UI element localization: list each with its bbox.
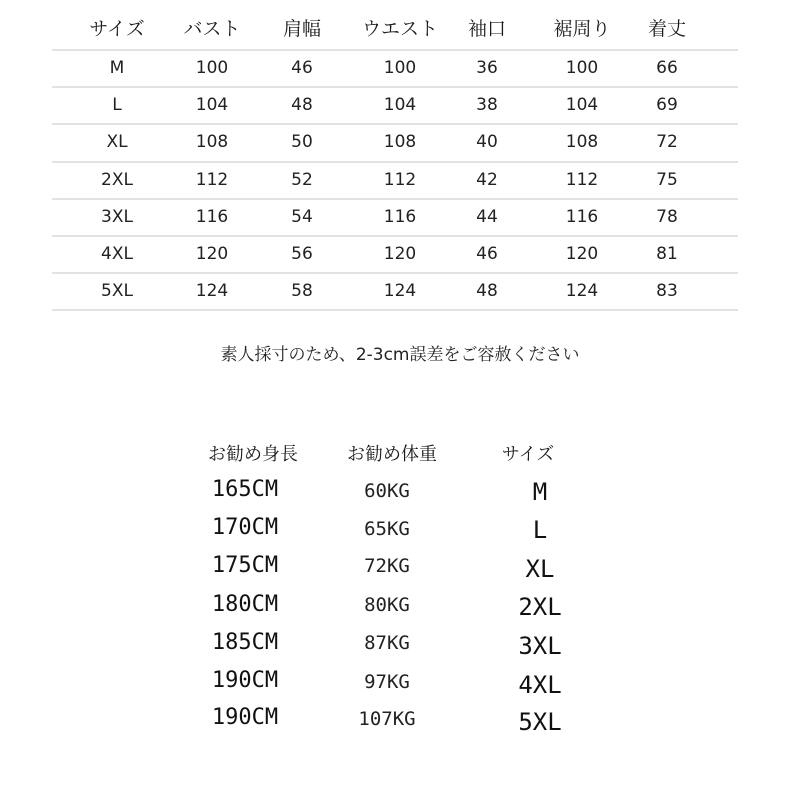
header-waist: ウエスト [361,18,439,40]
rec-size-value: 2XL [518,593,562,621]
table-cell: 58 [291,281,313,302]
size-cell: 2XL [101,169,133,190]
table-rule [52,309,738,311]
rec-size-value: M [532,478,548,506]
table-cell: 116 [195,206,229,227]
table-cell: 69 [656,95,678,116]
table-cell: 48 [291,95,313,116]
table-cell: 56 [291,244,313,264]
height-value: 180CM [211,592,279,617]
height-value: 190CM [211,668,279,693]
table-cell: 52 [291,169,313,190]
header-shoulder: 肩幅 [282,18,322,40]
weight-value: 80KG [364,594,410,616]
weight-value: 87KG [364,632,410,654]
height-value: 170CM [211,515,279,540]
weight-value: 72KG [364,555,410,577]
table-cell: 104 [195,95,229,116]
size-cell: XL [106,132,128,153]
table-cell: 72 [656,132,678,153]
table-cell: 108 [565,132,599,153]
rec-size-value: L [532,516,548,544]
table-cell: 112 [565,169,599,190]
table-cell: 83 [656,281,678,302]
table-cell: 100 [383,58,417,78]
table-cell: 124 [195,281,229,302]
table-cell: 38 [476,95,498,116]
table-cell: 46 [291,58,313,78]
table-cell: 78 [656,206,678,227]
table-cell: 42 [476,169,498,190]
table-cell: 116 [565,206,599,227]
header-cuff: 袖口 [467,18,507,40]
rec-size-value: 3XL [518,632,562,660]
size-cell: 5XL [101,281,133,302]
rec-size-value: XL [525,555,555,583]
table-rule [52,49,738,51]
header-recommended-height: お勧め身長 [208,444,298,465]
weight-value: 97KG [364,671,410,693]
table-cell: 44 [476,206,498,227]
size-cell: M [109,58,125,78]
table-cell: 112 [195,169,229,190]
table-cell: 112 [383,169,417,190]
table-cell: 120 [565,244,599,264]
table-rule [52,123,738,125]
table-cell: 100 [565,58,599,78]
table-cell: 120 [195,244,229,264]
table-cell: 124 [383,281,417,302]
table-cell: 116 [383,206,417,227]
table-cell: 40 [476,132,498,153]
table-cell: 75 [656,169,678,190]
header-bust: バスト [183,18,241,40]
rec-size-value: 4XL [518,671,562,699]
table-cell: 36 [476,58,498,78]
measurement-note: 素人採寸のため、2-3cm誤差をご容赦ください [220,345,580,365]
table-cell: 104 [383,95,417,116]
table-rule [52,198,738,200]
table-rule [52,86,738,88]
table-cell: 46 [476,244,498,264]
table-cell: 124 [565,281,599,302]
height-value: 175CM [211,553,279,578]
table-cell: 108 [195,132,229,153]
table-rule [52,235,738,237]
table-cell: 108 [383,132,417,153]
table-cell: 48 [476,281,498,302]
weight-value: 65KG [364,518,410,540]
table-cell: 120 [383,244,417,264]
rec-size-value: 5XL [518,708,562,736]
table-cell: 100 [195,58,229,78]
header-rec-size: サイズ [501,444,555,465]
table-cell: 104 [565,95,599,116]
height-value: 185CM [211,630,279,655]
header-hem: 裾周り [553,18,611,40]
size-cell: 4XL [101,244,133,264]
table-cell: 81 [656,244,678,264]
height-value: 190CM [211,705,279,730]
table-cell: 66 [656,58,678,78]
weight-value: 107KG [358,708,416,730]
table-cell: 50 [291,132,313,153]
size-cell: 3XL [101,206,133,227]
header-size: サイズ [89,18,145,40]
table-rule [52,272,738,274]
size-cell: L [112,95,122,116]
height-value: 165CM [211,477,279,502]
header-recommended-weight: お勧め体重 [347,444,437,465]
table-rule [52,161,738,163]
weight-value: 60KG [364,480,410,502]
header-length: 着丈 [647,18,687,40]
table-cell: 54 [291,206,313,227]
